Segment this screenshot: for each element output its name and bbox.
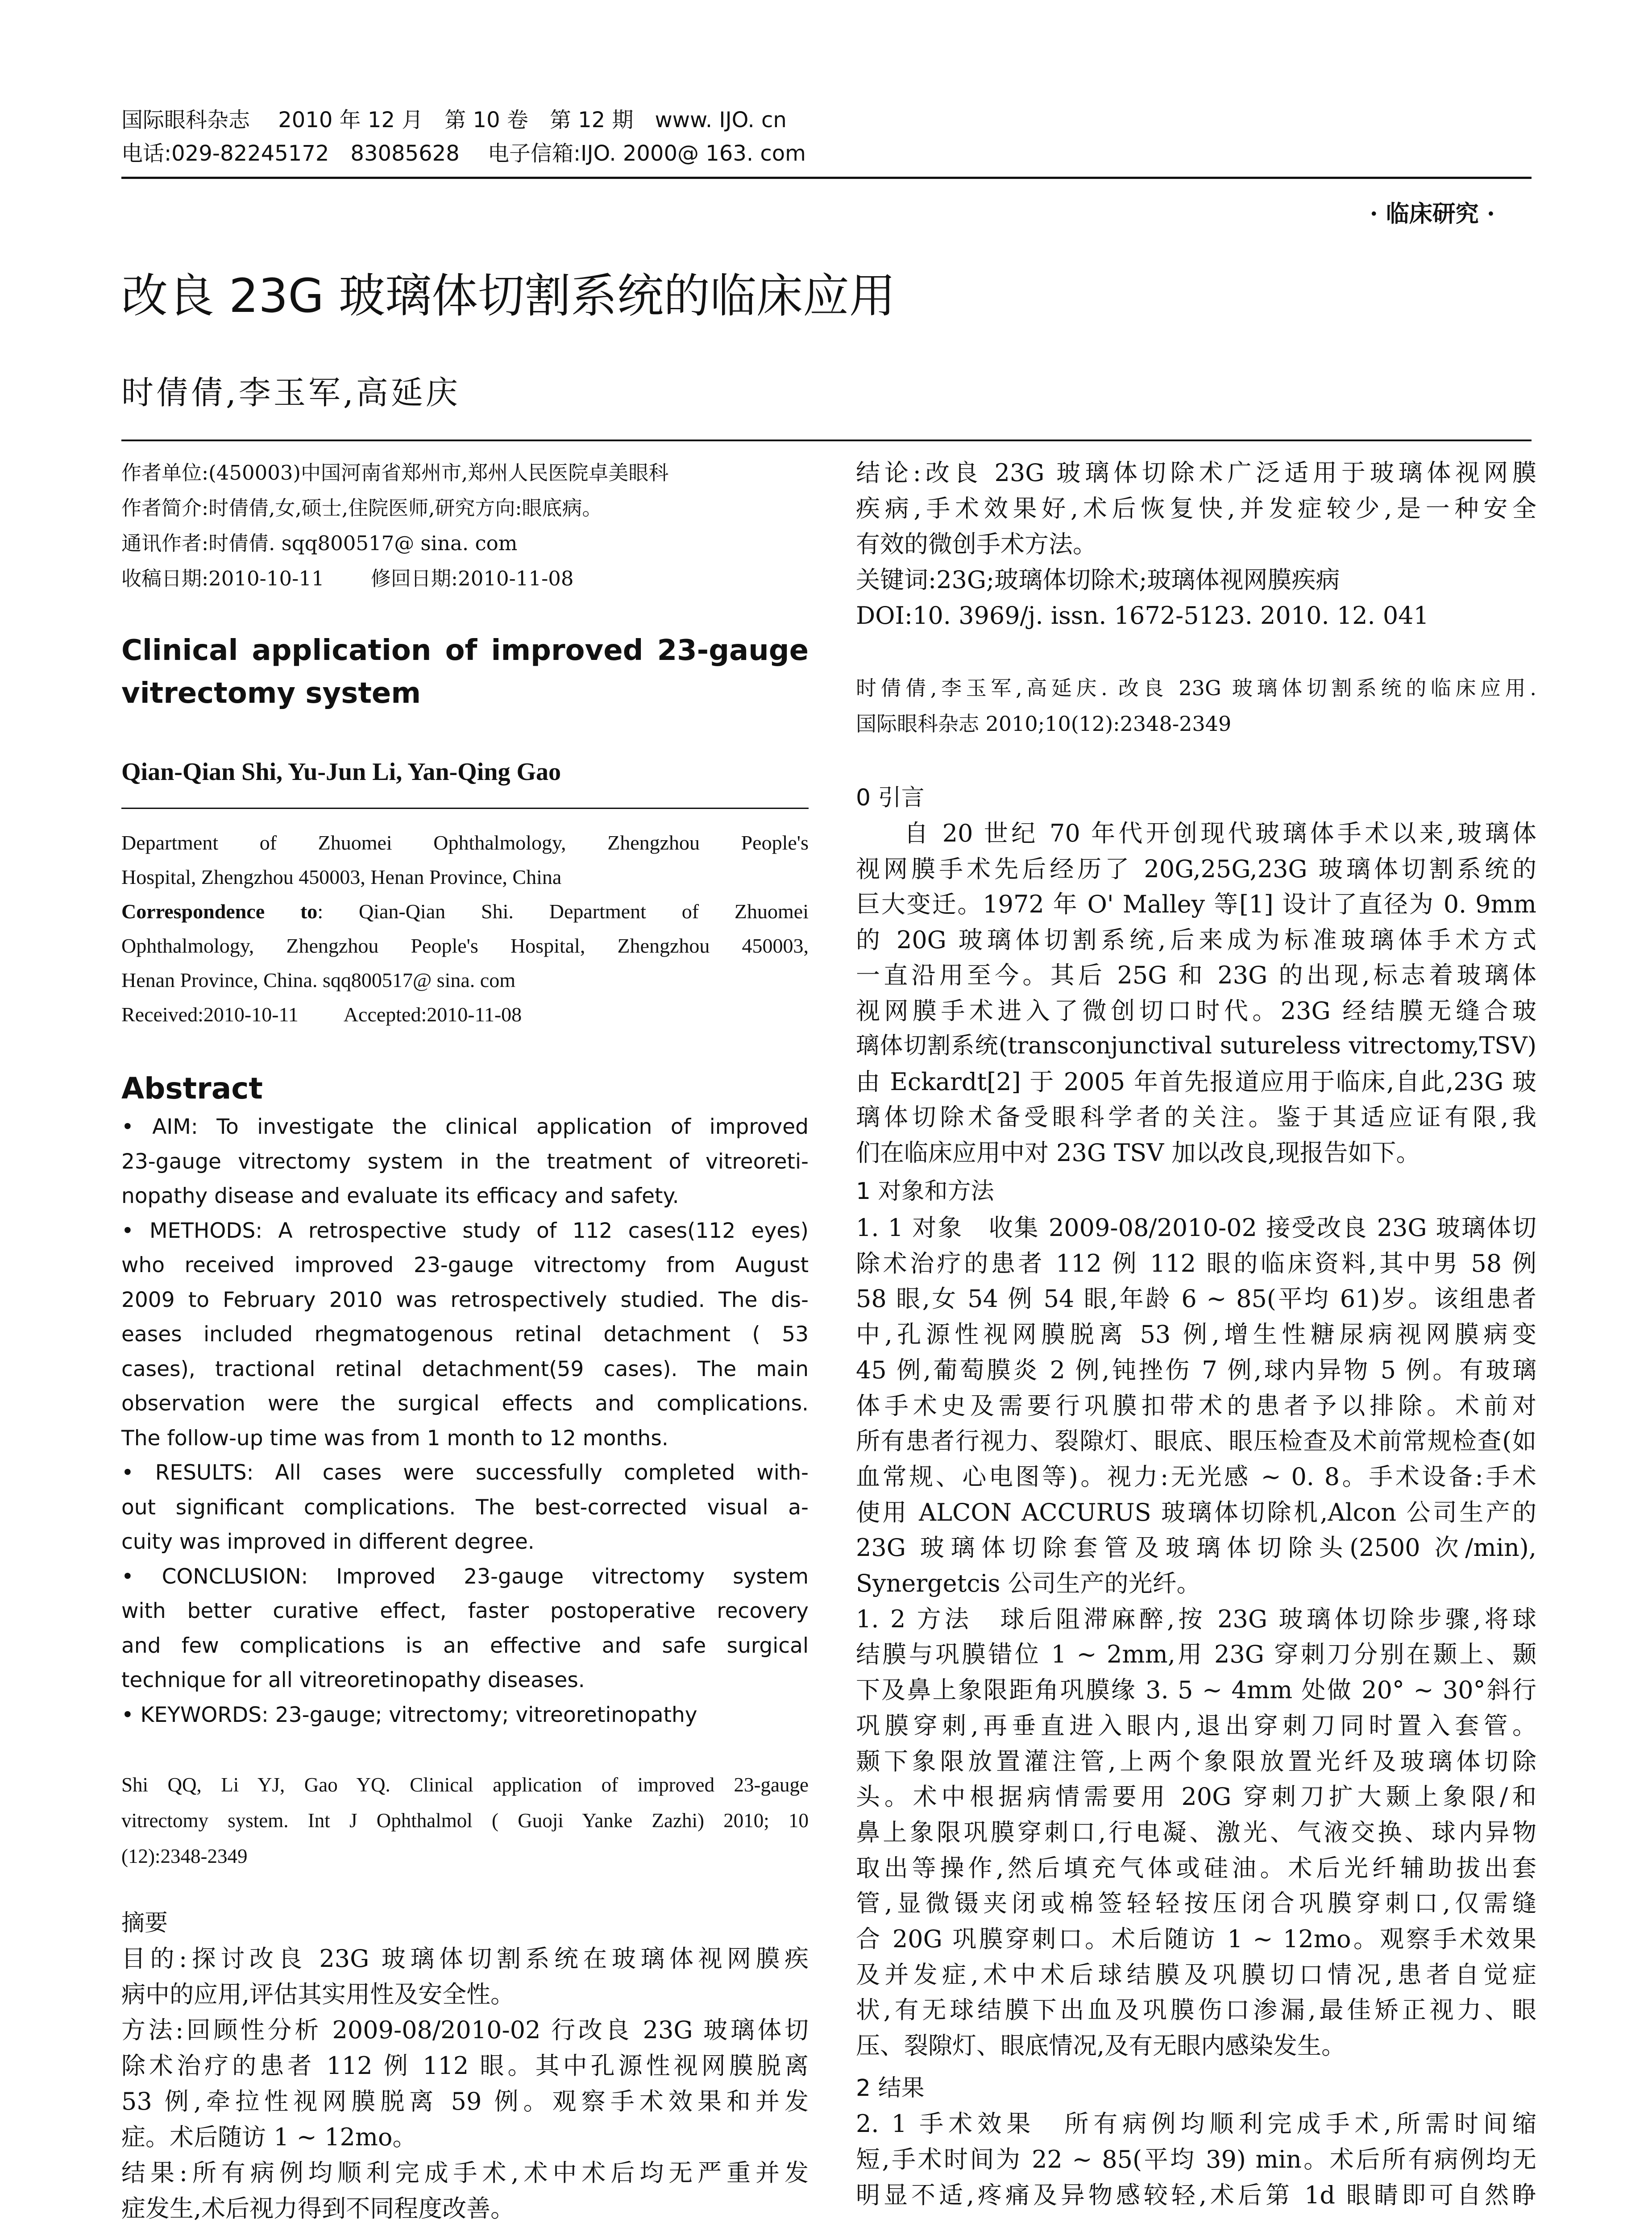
- correspondence-text: : Qian-Qian Shi. Department of Zhuomei: [317, 900, 809, 923]
- title-en-line: Clinical application of improved 23-gauge: [121, 634, 809, 667]
- intro-line: 自 20 世纪 70 年代开创现代玻璃体手术以来,玻璃体: [904, 819, 1536, 847]
- dates-line: 收稿日期:2010-10-11 修回日期:2010-11-08: [121, 567, 574, 590]
- conclusion-cn: [856, 455, 1536, 634]
- methods-heading: 1 对象和方法: [856, 1178, 994, 1205]
- citation-cn: [856, 670, 1536, 742]
- citation-en-line: Shi QQ, Li YJ, Gao YQ. Clinical application of improved 23-gauge: [121, 1774, 809, 1796]
- authors-cn: 时倩倩,李玉军,高延庆: [121, 374, 461, 411]
- methods-line: 压、裂隙灯、眼底情况,及有无眼内感染发生。: [856, 2032, 1346, 2060]
- intro-line: 璃体切割系统(transconjunctival sutureless vitrectomy,TSV): [856, 1033, 1536, 1059]
- methods-line: 颞下象限放置灌注管,上两个象限放置光纤及玻璃体切除: [856, 1747, 1536, 1775]
- abstract-cn-line: 除术治疗的患者 112 例 112 眼。其中孔源性视网膜脱离: [121, 2052, 809, 2080]
- abstract-en-line: technique for all vitreoretinopathy diseases.: [121, 1668, 585, 1692]
- journal-header: [121, 104, 806, 170]
- methods-line: Synergetcis 公司生产的光纤。: [856, 1569, 1201, 1598]
- title-en-line: vitrectomy system: [121, 677, 421, 710]
- authors-rule: [121, 808, 809, 809]
- abstract-heading: Abstract: [121, 1071, 263, 1106]
- abstract-en-line: • METHODS: A retrospective study of 112 cases(112 eyes): [121, 1218, 809, 1243]
- methods-body: [856, 1210, 1536, 2064]
- methods-line: 体手术史及需要行巩膜扣带术的患者予以排除。术前对: [856, 1391, 1536, 1420]
- intro-line: 们在临床应用中对 23G TSV 加以改良,现报告如下。: [856, 1138, 1420, 1167]
- intro-line: 一直沿用至今。其后 25G 和 23G 的出现,标志着玻璃体: [856, 961, 1536, 989]
- methods-line: 下及鼻上象限距角巩膜缘 3. 5 ~ 4mm 处做 20° ~ 30°斜行: [856, 1676, 1536, 1704]
- correspondence-line: Ophthalmology, Zhengzhou People's Hospital, Zhengzhou 450003,: [121, 934, 809, 957]
- article-title-en: [121, 629, 809, 715]
- abstract-en-line: cases), tractional retinal detachment(59 cases). The main: [121, 1356, 809, 1381]
- title-rule: [121, 440, 1532, 441]
- abstract-en-line: • AIM: To investigate the clinical application of improved: [121, 1115, 809, 1139]
- intro-line: 视网膜手术先后经历了 20G,25G,23G 玻璃体切割系统的: [856, 854, 1536, 883]
- methods-line: 使用 ALCON ACCURUS 玻璃体切除机,Alcon 公司生产的: [856, 1498, 1536, 1526]
- citation-en-line: vitrectomy system. Int J Ophthalmol ( Guoji Yanke Zazhi) 2010; 10: [121, 1809, 809, 1832]
- methods-line: 取出等操作,然后填充气体或硅油。术后光纤辅助拔出套: [856, 1854, 1536, 1882]
- results-heading: 2 结果: [856, 2075, 925, 2102]
- abstract-en-line: out significant complications. The best-corrected visual a-: [121, 1495, 809, 1520]
- methods-line: 23G 玻璃体切除套管及玻璃体切除头(2500 次/min),: [856, 1534, 1536, 1562]
- results-body: [856, 2106, 1536, 2213]
- abstract-cn-line: 53 例,牵拉性视网膜脱离 59 例。观察手术效果和并发: [121, 2087, 809, 2115]
- methods-line: 所有患者行视力、裂隙灯、眼底、眼压检查及术前常规检查(如: [856, 1427, 1536, 1456]
- keywords-cn: 关键词:23G;玻璃体切除术;玻璃体视网膜疾病: [856, 566, 1340, 594]
- intro-line: 视网膜手术进入了微创切口时代。23G 经结膜无缝合玻: [856, 996, 1536, 1025]
- methods-line: 结膜与巩膜错位 1 ~ 2mm,用 23G 穿刺刀分别在颞上、颞: [856, 1640, 1536, 1669]
- header-rule: [121, 177, 1532, 179]
- methods-line: 巩膜穿刺,再垂直进入眼内,退出穿刺刀同时置入套管。: [856, 1711, 1536, 1740]
- abstract-cn-line: 症。术后随访 1 ~ 12mo。: [121, 2123, 417, 2151]
- citation-en-line: (12):2348-2349: [121, 1845, 248, 1867]
- citation-cn-line: 时倩倩,李玉军,高延庆. 改良 23G 玻璃体切割系统的临床应用.: [856, 676, 1536, 700]
- citation-en: [121, 1767, 809, 1874]
- correspondence-line: [121, 894, 809, 929]
- results-line: 明显不适,疼痛及异物感较轻,术后第 1d 眼睛即可自然睁: [856, 2181, 1536, 2209]
- methods-line: 管,显微镊夹闭或棉签轻轻按压闭合巩膜穿刺口,仅需缝: [856, 1889, 1536, 1918]
- methods-line: 及并发症,术中术后球结膜及巩膜切口情况,患者自觉症: [856, 1960, 1536, 1989]
- received-accepted-line: Received:2010-10-11 Accepted:2010-11-08: [121, 1003, 522, 1026]
- affiliation-line: 作者单位:(450003)中国河南省郑州市,郑州人民医院卓美眼科: [121, 461, 669, 485]
- section-label: · 临床研究 ·: [1370, 200, 1495, 228]
- intro-line: 巨大变迁。1972 年 O' Malley 等[1] 设计了直径为 0. 9mm: [856, 890, 1536, 918]
- methods-line: 血常规、心电图等)。视力:无光感 ~ 0. 8。手术设备:手术: [856, 1462, 1536, 1491]
- methods-line: 45 例,葡萄膜炎 2 例,钝挫伤 7 例,球内异物 5 例。有玻璃: [856, 1356, 1536, 1384]
- methods-line: 鼻上象限巩膜穿刺口,行电凝、激光、气液交换、球内异物: [856, 1818, 1536, 1846]
- abstract-en-body: [121, 1110, 809, 1732]
- author-profile-line: 作者简介:时倩倩,女,硕士,住院医师,研究方向:眼底病。: [121, 496, 602, 520]
- abstract-en-line: with better curative effect, faster postoperative recovery: [121, 1599, 809, 1623]
- abstract-en-line: • RESULTS: All cases were successfully completed with-: [121, 1460, 809, 1485]
- journal-contact-line: 电话:029-82245172 83085628 电子信箱:IJO. 2000@ 163. com: [121, 141, 806, 166]
- abstract-en-line: cuity was improved in different degree.: [121, 1530, 535, 1554]
- doi: DOI:10. 3969/j. issn. 1672-5123. 2010. 12. 041: [856, 601, 1429, 630]
- methods-line: 除术治疗的患者 112 例 112 眼的临床资料,其中男 58 例: [856, 1249, 1536, 1277]
- authors-en: Qian-Qian Shi, Yu-Jun Li, Yan-Qing Gao: [121, 758, 561, 786]
- intro-heading: 0 引言: [856, 784, 925, 811]
- abstract-en-line: observation were the surgical effects and complications.: [121, 1391, 809, 1416]
- corresponding-author-line: 通讯作者:时倩倩. sqq800517@ sina. com: [121, 531, 518, 555]
- dept-line: Department of Zhuomei Ophthalmology, Zhengzhou People's: [121, 831, 809, 854]
- abstract-en-line: The follow-up time was from 1 month to 12 months.: [121, 1426, 668, 1451]
- abstract-cn-line: 目的:探讨改良 23G 玻璃体切割系统在玻璃体视网膜疾: [121, 1945, 809, 1973]
- methods-line: 头。术中根据病情需要用 20G 穿刺刀扩大颞上象限/和: [856, 1783, 1536, 1811]
- methods-line: 中,孔源性视网膜脱离 53 例,增生性糖尿病视网膜病变: [856, 1320, 1536, 1349]
- results-line: 短,手术时间为 22 ~ 85(平均 39) min。术后所有病例均无: [856, 2145, 1536, 2173]
- methods-line: 1. 1 对象 收集 2009-08/2010-02 接受改良 23G 玻璃体切: [856, 1214, 1536, 1242]
- abstract-en-line: nopathy disease and evaluate its efficacy and safety.: [121, 1184, 679, 1208]
- intro-line: 的 20G 玻璃体切割系统,后来成为标准玻璃体手术方式: [856, 925, 1536, 954]
- abstract-en-line: • KEYWORDS: 23-gauge; vitrectomy; vitreoretinopathy: [121, 1702, 697, 1727]
- conclusion-line: 疾病,手术效果好,术后恢复快,并发症较少,是一种安全: [856, 494, 1536, 523]
- abstract-cn-line: 病中的应用,评估其实用性及安全性。: [121, 1980, 515, 2008]
- abstract-en-line: who received improved 23-gauge vitrectomy from August: [121, 1253, 809, 1277]
- dept-line: Hospital, Zhengzhou 450003, Henan Province, China: [121, 866, 562, 888]
- results-line: 2. 1 手术效果 所有病例均顺利完成手术,所需时间缩: [856, 2110, 1536, 2138]
- intro-line: 璃体切除术备受眼科学者的关注。鉴于其适应证有限,我: [856, 1103, 1536, 1131]
- methods-line: 1. 2 方法 球后阻滞麻醉,按 23G 玻璃体切除步骤,将球: [856, 1605, 1536, 1633]
- affiliation-en: [121, 825, 809, 1032]
- abstract-en-line: eases included rhegmatogenous retinal detachment ( 53: [121, 1322, 809, 1347]
- conclusion-line: 有效的微创手术方法。: [856, 530, 1097, 558]
- abstract-cn-line: 症发生,术后视力得到不同程度改善。: [121, 2194, 515, 2223]
- abstract-cn-heading: 摘要: [121, 1910, 168, 1937]
- affiliation-cn: [121, 455, 809, 596]
- methods-line: 状,有无球结膜下出血及巩膜伤口渗漏,最佳矫正视力、眼: [856, 1996, 1536, 2024]
- journal-info-line: 国际眼科杂志 2010 年 12 月 第 10 卷 第 12 期 www. IJO. cn: [121, 108, 787, 133]
- abstract-en-line: and few complications is an effective and safe surgical: [121, 1633, 809, 1658]
- abstract-en-line: 2009 to February 2010 was retrospectively studied. The dis-: [121, 1287, 809, 1312]
- correspondence-label: Correspondence to: [121, 900, 318, 923]
- abstract-en-line: 23-gauge vitrectomy system in the treatment of vitreoreti-: [121, 1149, 809, 1174]
- methods-line: 合 20G 巩膜穿刺口。术后随访 1 ~ 12mo。观察手术效果: [856, 1925, 1536, 1953]
- abstract-en-line: • CONCLUSION: Improved 23-gauge vitrectomy system: [121, 1564, 809, 1589]
- article-title-cn: 改良 23G 玻璃体切割系统的临床应用: [121, 269, 896, 323]
- intro-line: 由 Eckardt[2] 于 2005 年首先报道应用于临床,自此,23G 玻: [856, 1067, 1536, 1096]
- abstract-cn-line: 方法:回顾性分析 2009-08/2010-02 行改良 23G 玻璃体切: [121, 2016, 809, 2044]
- abstract-cn-line: 结果:所有病例均顺利完成手术,术中术后均无严重并发: [121, 2159, 809, 2187]
- intro-body: [856, 816, 1536, 1170]
- correspondence-line: Henan Province, China. sqq800517@ sina. com: [121, 969, 516, 991]
- citation-cn-line: 国际眼科杂志 2010;10(12):2348-2349: [856, 712, 1232, 736]
- conclusion-line: 结论:改良 23G 玻璃体切除术广泛适用于玻璃体视网膜: [856, 459, 1536, 487]
- abstract-cn-body: [121, 1941, 809, 2227]
- methods-line: 58 眼,女 54 例 54 眼,年龄 6 ~ 85(平均 61)岁。该组患者: [856, 1285, 1536, 1313]
